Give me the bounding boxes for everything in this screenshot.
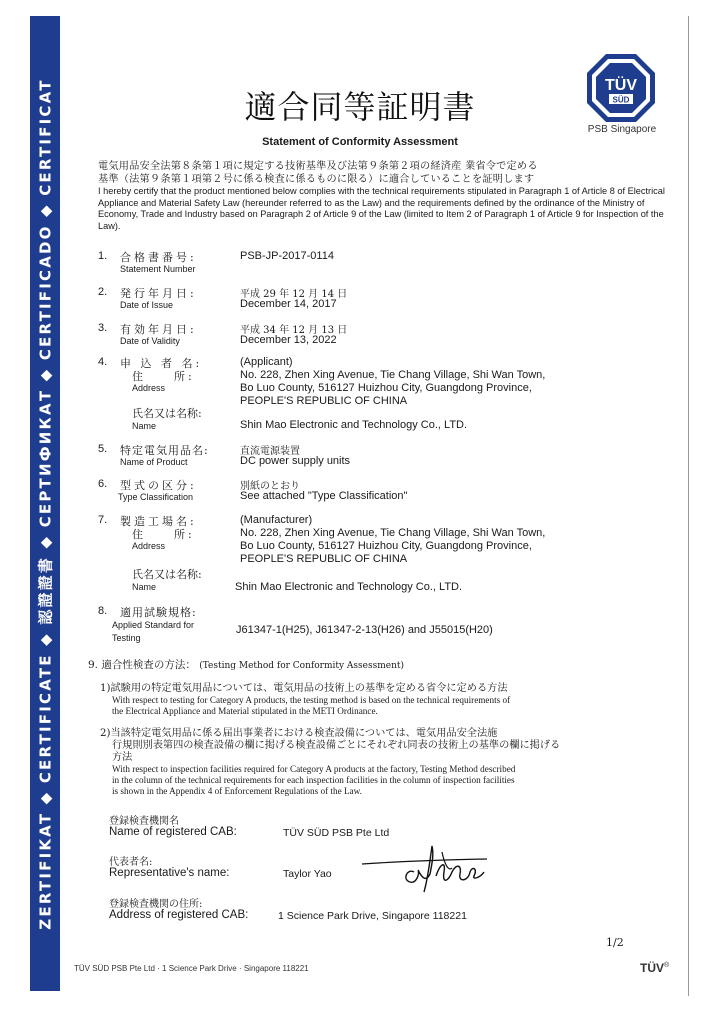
intro-jp-line2: 基準（法第９条第１項第２号に係る検査に係るものに限る）に適合していることを証明します bbox=[98, 173, 535, 185]
item-number: 7. bbox=[98, 514, 108, 526]
testing-method-paragraph-2 bbox=[100, 728, 670, 797]
para2-jp-line3: 方法 bbox=[112, 752, 133, 763]
type-classification-value: See attached "Type Classification" bbox=[240, 490, 408, 502]
para2-en-line1: With respect to inspection facilities required for Category A products at the factory, Testing Method described bbox=[112, 764, 516, 774]
statement-label-en: Statement Number bbox=[120, 264, 196, 274]
manufacturer-address-label-jp: 住 所: bbox=[132, 528, 195, 541]
applied-standard-value: J61347-1(H25), J61347-2-13(H26) and J55015(H20) bbox=[236, 624, 493, 636]
manufacturer-address-line3: PEOPLE'S REPUBLIC OF CHINA bbox=[240, 553, 408, 565]
issue-label-jp: 発行年月日: bbox=[120, 287, 197, 300]
manufacturer-name-label-jp: 氏名又は名称: bbox=[132, 568, 202, 581]
manufacturer-address-label-en: Address bbox=[132, 541, 166, 551]
footer-text: TÜV SÜD PSB Pte Ltd · 1 Science Park Drive · Singapore 118221 bbox=[74, 964, 309, 973]
cab-name-label-en: Name of registered CAB: bbox=[109, 826, 237, 838]
manufacturer-address-line2: Bo Luo County, 516127 Huizhou City, Guangdong Province, bbox=[240, 540, 532, 552]
validity-date-value: December 13, 2022 bbox=[240, 334, 337, 346]
validity-date-jp: 平成 34 年 12 月 13 日 bbox=[240, 325, 348, 336]
statement-number-value: PSB-JP-2017-0114 bbox=[240, 250, 334, 262]
representative-name-value: Taylor Yao bbox=[283, 868, 332, 880]
item-number: 6. bbox=[98, 478, 108, 490]
product-name-value: DC power supply units bbox=[240, 455, 351, 467]
applicant-name-value: Shin Mao Electronic and Technology Co., LTD. bbox=[240, 419, 468, 431]
para2-en-line3: is shown in the Appendix 4 of Enforcement Regulations of the Law. bbox=[112, 786, 362, 796]
logo-caption: PSB Singapore bbox=[587, 124, 657, 135]
type-label-jp: 型式の区分: bbox=[120, 479, 197, 492]
applicant-address-line2: Bo Luo County, 516127 Huizhou City, Guangdong Province, bbox=[240, 382, 532, 394]
intro-jp-line1: 電気用品安全法第８条第１項に規定する技術基準及び法第９条第２項の経済産 業省令で定める bbox=[98, 161, 538, 172]
product-name-jp: 直流電源装置 bbox=[240, 446, 300, 457]
footer-logo-text: TÜV bbox=[640, 961, 664, 975]
cab-name-label-jp: 登録検査機関名 bbox=[109, 816, 179, 827]
para1-en-line2: the Electrical Appliance and Material stipulated in the METI Ordinance. bbox=[112, 706, 378, 716]
product-label-en: Name of Product bbox=[120, 457, 188, 467]
applicant-label-jp: 申 込 者 名: bbox=[120, 357, 203, 370]
validity-label-jp: 有効年月日: bbox=[120, 323, 197, 336]
standard-label-jp: 適用試験規格: bbox=[120, 606, 197, 619]
standard-label-en-1: Applied Standard for bbox=[112, 620, 195, 630]
validity-label-en: Date of Validity bbox=[120, 336, 180, 346]
manufacturer-name-value: Shin Mao Electronic and Technology Co., LTD. bbox=[235, 581, 463, 593]
statement-label-jp: 合格書番号: bbox=[120, 251, 197, 264]
applicant-address-label-en: Address bbox=[132, 383, 166, 393]
issue-date-jp: 平成 29 年 12 月 14 日 bbox=[240, 289, 348, 300]
cab-address-label-jp: 登録検査機関の住所: bbox=[109, 899, 203, 910]
para1-en-line1: With respect to testing for Category A products, the testing method is based on the technical requirements of bbox=[112, 695, 511, 705]
intro-text bbox=[98, 161, 668, 232]
item-number: 4. bbox=[98, 356, 108, 368]
applicant-name-label-jp: 氏名又は名称: bbox=[132, 407, 202, 420]
svg-text:SÜD: SÜD bbox=[612, 95, 630, 105]
intro-en: I hereby certify that the product mentioned below complies with the technical requirements stipulated in Paragraph 1 of Article 8 of Electrical Appliance and Material Safety Law (hereunder referred to as the Law) and the requirements defined by the ordinance of the Ministry of Economy, Trade and Industry based on Paragraph 2 of Article 9 of the Law (limited to Item 2 of Paragraph 1 of Article 9 for Inspection of the Law). bbox=[98, 186, 665, 231]
page-title-jp: 適合同等証明書 bbox=[244, 88, 476, 126]
testing-method-title-en: (Testing Method for Conformity Assessment) bbox=[199, 661, 405, 671]
applicant-role: (Applicant) bbox=[240, 356, 293, 368]
item-number: 3. bbox=[98, 322, 108, 334]
side-certificate-band bbox=[30, 16, 60, 991]
applicant-name-label-en: Name bbox=[132, 421, 157, 431]
applicant-address-line3: PEOPLE'S REPUBLIC OF CHINA bbox=[240, 395, 408, 407]
page-title-en: Statement of Conformity Assessment bbox=[262, 136, 458, 148]
representative-label-jp: 代表者名: bbox=[109, 857, 153, 868]
applicant-address-label-jp: 住 所: bbox=[132, 370, 195, 383]
tuv-sud-logo-icon bbox=[585, 52, 657, 124]
item-number: 8. bbox=[98, 605, 108, 617]
testing-method-heading bbox=[88, 657, 404, 672]
cab-name-value: TÜV SÜD PSB Pte Ltd bbox=[283, 827, 390, 839]
manufacturer-address-line1: No. 228, Zhen Xing Avenue, Tie Chang Village, Shi Wan Town, bbox=[240, 527, 546, 539]
cab-address-value: 1 Science Park Drive, Singapore 118221 bbox=[278, 910, 467, 922]
item-number: 1. bbox=[98, 250, 108, 262]
product-label-jp: 特定電気用品名: bbox=[120, 444, 209, 457]
para1-jp: 1)試験用の特定電気用品については、電気用品の技術上の基準を定める省令に定める方法 bbox=[100, 683, 508, 694]
right-border-line bbox=[688, 16, 689, 996]
item-number: 9. bbox=[88, 659, 99, 671]
page-number: 1/2 bbox=[606, 936, 624, 949]
representative-label-en: Representative's name: bbox=[109, 867, 230, 879]
issue-label-en: Date of Issue bbox=[120, 300, 174, 310]
para2-en-line2: in the column of the technical requirements for each inspection facilities in the column of inspection facilities bbox=[112, 775, 515, 785]
issue-date-value: December 14, 2017 bbox=[240, 298, 337, 310]
manufacturer-label-jp: 製造工場名: bbox=[120, 515, 197, 528]
testing-method-paragraph-1 bbox=[100, 683, 670, 717]
footer-logo: TÜV® bbox=[640, 961, 670, 975]
cab-address-label-en: Address of registered CAB: bbox=[109, 909, 249, 921]
type-classification-jp: 別紙のとおり bbox=[240, 481, 300, 492]
manufacturer-name-label-en: Name bbox=[132, 582, 157, 592]
item-number: 2. bbox=[98, 286, 108, 298]
type-label-en: Type Classification bbox=[118, 492, 194, 502]
testing-method-title-jp: 適合性検査の方法： bbox=[101, 659, 196, 671]
para2-jp-line2: 行規則別表第四の検査設備の欄に掲げる検査設備ごとにそれぞれ同表の技術上の基準の欄に掲げる bbox=[112, 740, 561, 751]
standard-label-en-2: Testing bbox=[112, 633, 141, 643]
para2-jp-line1: 2)当該特定電気用品に係る届出事業者における検査設備については、電気用品安全法施 bbox=[100, 728, 498, 739]
item-number: 5. bbox=[98, 443, 108, 455]
manufacturer-role: (Manufacturer) bbox=[240, 514, 313, 526]
svg-text:TÜV: TÜV bbox=[605, 77, 637, 94]
side-band-text: ZERTIFIKAT ◆ CERTIFICATE ◆ 認證證書 ◆ СЕРТИФИКАТ ◆ CERTIFICADO ◆ CERTIFICAT bbox=[36, 77, 55, 930]
applicant-address-line1: No. 228, Zhen Xing Avenue, Tie Chang Village, Shi Wan Town, bbox=[240, 369, 546, 381]
signature bbox=[352, 842, 492, 897]
